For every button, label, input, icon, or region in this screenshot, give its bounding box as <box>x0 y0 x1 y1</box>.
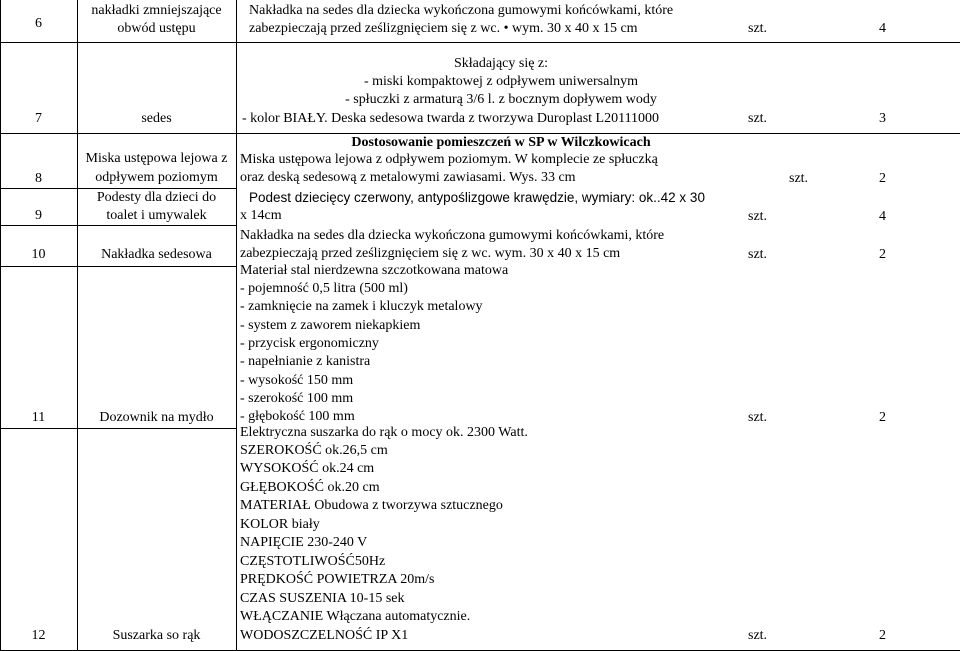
item-name: Nakładka sedesowa <box>101 247 212 262</box>
unit-cell: szt. <box>748 628 768 643</box>
description-line: - kolor BIAŁY. Deska sedesowa twarda z tworzywa Duroplast L20111000 <box>242 111 660 126</box>
grid-line <box>0 42 960 43</box>
description-line: SZEROKOŚĆ ok.26,5 cm <box>240 443 388 458</box>
description-line: - wysokość 150 mm <box>240 373 354 388</box>
item-name: Dozownik na mydło <box>99 410 214 425</box>
grid-line <box>77 0 78 651</box>
quantity-cell: 2 <box>879 410 886 425</box>
description-line: PRĘDKOŚĆ POWIETRZA 20m/s <box>240 572 435 587</box>
unit-cell: szt. <box>748 21 768 36</box>
quantity-cell: 2 <box>879 628 886 643</box>
quantity-cell: 2 <box>879 247 886 262</box>
description-line: Elektryczna suszarka do rąk o mocy ok. 2300 Watt. <box>240 425 528 440</box>
unit-cell: szt. <box>748 111 768 126</box>
description-line: - pojemność 0,5 litra (500 ml) <box>240 281 408 296</box>
unit-cell: szt. <box>748 410 768 425</box>
row-number: 12 <box>31 628 46 643</box>
description-line: Miska ustępowa lejowa z odpływem poziomym. W komplecie ze spłuczką <box>240 152 658 167</box>
row-number: 6 <box>35 16 42 31</box>
grid-line <box>0 428 236 429</box>
description-line: - miski kompaktowej z odpływem uniwersalnym <box>363 74 639 89</box>
grid-line <box>0 225 236 226</box>
description-line: WŁĄCZANIE Włączana automatycznie. <box>240 609 471 624</box>
unit-cell: szt. <box>789 171 809 186</box>
item-name: sedes <box>141 111 172 126</box>
description-line: Podest dziecięcy czerwony, antypoślizgowe krawędzie, wymiary: ok..42 x 30 <box>249 190 705 205</box>
item-name-line: Miska ustępowa lejowa z <box>85 151 228 166</box>
description-line: oraz deską sedesową z metalowymi zawiasami. Wys. 33 cm <box>240 170 576 185</box>
grid-line <box>0 266 236 267</box>
quantity-cell: 4 <box>879 21 886 36</box>
row-number: 7 <box>35 111 42 126</box>
description-line: Nakładka na sedes dla dziecka wykończona gumowymi końcówkami, które <box>240 228 665 243</box>
item-name: Suszarka so rąk <box>112 628 201 643</box>
description-line: CZAS SUSZENIA 10-15 sek <box>240 591 405 606</box>
row-number: 9 <box>35 208 42 223</box>
description-line: Składający się z: <box>453 56 549 71</box>
description-line: x 14cm <box>240 208 282 223</box>
description-line: NAPIĘCIE 230-240 V <box>240 535 368 550</box>
section-title: Dostosowanie pomieszczeń w SP w Wilczkowicach <box>351 135 651 150</box>
description-line: WYSOKOŚĆ ok.24 cm <box>240 461 375 476</box>
description-line: Nakładka na sedes dla dziecka wykończona gumowymi końcówkami, które <box>249 3 674 18</box>
description-line: - szerokość 100 mm <box>240 391 354 406</box>
item-name-line: odpływem poziomym <box>95 170 218 185</box>
item-name-line: toalet i umywalek <box>106 208 207 223</box>
quantity-cell: 3 <box>879 111 886 126</box>
description-line: GŁĘBOKOŚĆ ok.20 cm <box>240 480 380 495</box>
quantity-cell: 2 <box>879 171 886 186</box>
description-line: Materiał stal nierdzewna szczotkowana matowa <box>240 263 509 278</box>
description-line: MATERIAŁ Obudowa z tworzywa sztucznego <box>240 498 503 513</box>
description-line: - przycisk ergonomiczny <box>240 336 379 351</box>
unit-cell: szt. <box>748 247 768 262</box>
quantity-cell: 4 <box>879 209 886 224</box>
description-line: CZĘSTOTLIWOŚĆ50Hz <box>240 554 386 569</box>
description-line: - głębokość 100 mm <box>240 409 355 424</box>
description-line: KOLOR biały <box>240 517 320 532</box>
description-line: WODOSZCZELNOŚĆ IP X1 <box>240 628 409 643</box>
description-line: - system z zaworem niekapkiem <box>240 318 421 333</box>
item-name-line: obwód ustępu <box>117 21 196 36</box>
row-number: 11 <box>31 410 46 425</box>
description-line: - zamknięcie na zamek i kluczyk metalowy <box>240 299 483 314</box>
row-number: 8 <box>35 171 42 186</box>
description-line: zabezpieczają przed ześlizgnięciem się z wc. wym. 30 x 40 x 15 cm <box>240 246 621 261</box>
unit-cell: szt. <box>748 209 768 224</box>
grid-line <box>0 0 1 651</box>
description-line: - napełnianie z kanistra <box>240 354 371 369</box>
description-line: - spłuczki z armaturą 3/6 l. z bocznym dopływem wody <box>345 92 657 107</box>
row-number: 10 <box>31 247 46 262</box>
description-line: zabezpieczają przed ześlizgnięciem się z wc. • wym. 30 x 40 x 15 cm <box>249 21 638 36</box>
item-name-line: Podesty dla dzieci do <box>96 190 217 205</box>
item-name-line: nakładki zmniejszające <box>91 3 222 18</box>
